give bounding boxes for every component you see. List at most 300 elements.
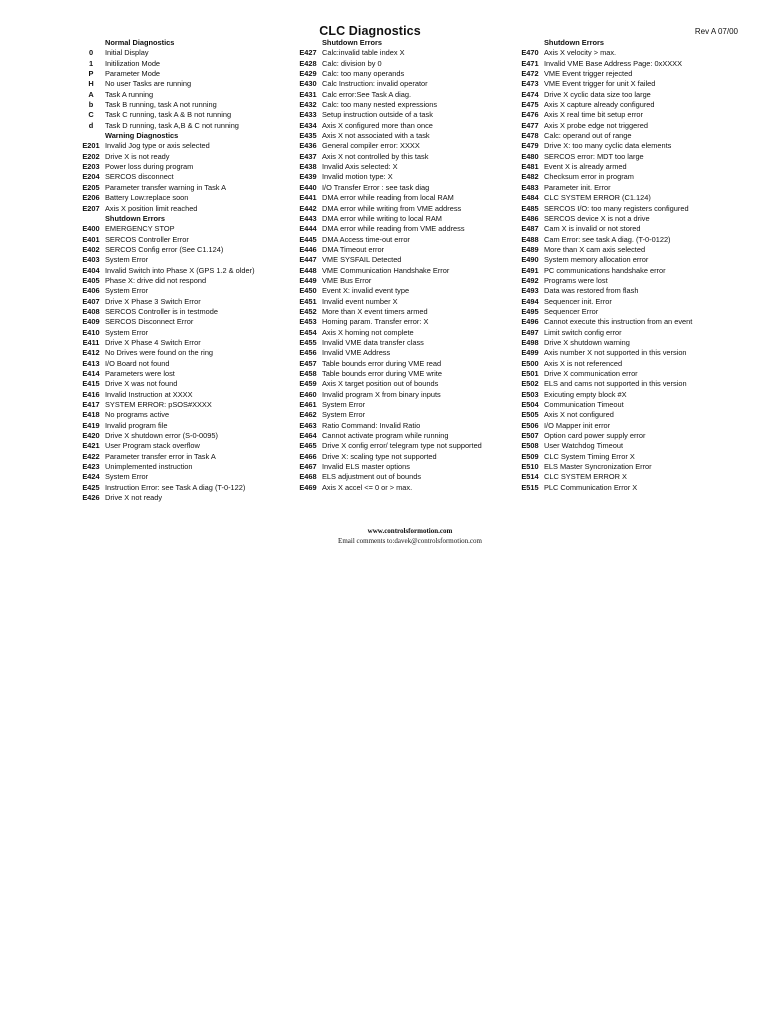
diagnostic-code: E418 (82, 410, 100, 420)
diagnostic-description: Communication Timeout (544, 400, 624, 410)
diagnostic-row (294, 110, 529, 120)
website-link[interactable]: www.controlsformotion.com (367, 527, 453, 535)
diagnostic-description: Task A running (105, 89, 154, 99)
diagnostic-code: E448 (299, 265, 317, 275)
diagnostic-description: VME Event trigger rejected (544, 69, 633, 79)
diagnostic-row (294, 431, 529, 441)
diagnostic-row (77, 162, 312, 172)
diagnostic-row (516, 286, 751, 296)
diagnostic-row (77, 359, 312, 369)
diagnostic-description: Axis X not associated with a task (322, 131, 430, 141)
diagnostic-description: Drive X shutdown warning (544, 337, 630, 347)
diagnostic-code: C (88, 110, 94, 120)
diagnostic-row (77, 59, 312, 69)
diagnostic-description: VME Bus Error (322, 275, 372, 285)
diagnostic-code: E203 (82, 162, 100, 172)
diagnostic-code: E491 (521, 265, 539, 275)
diagnostic-row (77, 183, 312, 193)
diagnostic-row (294, 348, 529, 358)
diagnostic-description: No Drives were found on the ring (105, 348, 214, 358)
diagnostic-row (294, 183, 529, 193)
diagnostic-row (516, 235, 751, 245)
diagnostic-code: E201 (82, 141, 100, 151)
diagnostic-code: E426 (82, 493, 100, 503)
diagnostic-row (294, 266, 529, 276)
diagnostic-row (294, 172, 529, 182)
diagnostic-row (294, 141, 529, 151)
diagnostic-description: System Error (322, 400, 366, 410)
diagnostic-code: E476 (521, 110, 539, 120)
diagnostic-code: E464 (299, 431, 317, 441)
section-heading: Normal Diagnostics (105, 38, 175, 47)
diagnostic-code: E474 (521, 89, 539, 99)
diagnostic-code: E424 (82, 472, 100, 482)
diagnostic-row (294, 328, 529, 338)
diagnostic-code: E484 (521, 193, 539, 203)
diagnostic-row (77, 245, 312, 255)
diagnostic-description: Invalid ELS master options (322, 462, 410, 472)
diagnostic-description: DMA error while reading from VME address (322, 224, 465, 234)
diagnostic-row (294, 235, 529, 245)
diagnostic-row (516, 441, 751, 451)
diagnostic-description: Invalid Jog type or axis selected (105, 141, 210, 151)
diagnostic-code: E485 (521, 203, 539, 213)
diagnostic-row (294, 421, 529, 431)
diagnostic-row (294, 152, 529, 162)
diagnostic-description: Axis X accel <= 0 or > max. (322, 482, 413, 492)
diagnostic-row (77, 224, 312, 234)
diagnostic-description: Calc: too many nested expressions (322, 100, 438, 110)
diagnostic-code: E415 (82, 379, 100, 389)
diagnostic-code: E452 (299, 306, 317, 316)
diagnostic-code: E439 (299, 172, 317, 182)
diagnostic-row (77, 348, 312, 358)
diagnostic-description: Axis X velocity > max. (544, 48, 617, 58)
diagnostic-description: Calc error:See Task A diag. (322, 89, 412, 99)
diagnostic-code: E496 (521, 317, 539, 327)
diagnostic-code: E501 (521, 369, 539, 378)
diagnostic-row (516, 172, 751, 182)
diagnostic-description: CLC SYSTEM ERROR X (544, 472, 627, 482)
diagnostic-row (77, 410, 312, 420)
diagnostic-description: Drive X cyclic data size too large (544, 89, 651, 99)
diagnostic-description: I/O Transfer Error : see task diag (322, 182, 430, 192)
diagnostic-code: E493 (521, 286, 539, 296)
diagnostic-code: E456 (299, 348, 317, 358)
diagnostic-description: System Error (105, 255, 149, 265)
diagnostic-code: E431 (299, 89, 317, 99)
diagnostic-code: E414 (82, 369, 100, 378)
diagnostic-row (294, 121, 529, 131)
diagnostic-code: P (88, 69, 94, 79)
diagnostic-row (516, 379, 751, 389)
diagnostic-row (294, 338, 529, 348)
diagnostic-description: VME SYSFAIL Detected (322, 255, 402, 265)
diagnostic-row (294, 483, 529, 493)
diagnostic-description: Battery Low:replace soon (105, 193, 189, 203)
diagnostic-row (516, 100, 751, 110)
diagnostic-code: E442 (299, 203, 317, 213)
diagnostic-code: E405 (82, 275, 100, 285)
diagnostic-row (77, 379, 312, 389)
diagnostic-code: E202 (82, 151, 100, 161)
diagnostic-code: E490 (521, 255, 539, 265)
diagnostic-description: Setup instruction outside of a task (322, 110, 433, 120)
diagnostic-row (77, 462, 312, 472)
diagnostic-code: E207 (82, 203, 100, 213)
diagnostic-description: Instruction Error: see Task A diag (T-0-122) (105, 482, 246, 492)
diagnostic-code: E401 (82, 234, 100, 244)
diagnostic-code: E481 (521, 162, 539, 172)
diagnostic-description: More than X cam axis selected (544, 244, 646, 254)
diagnostic-code: E446 (299, 244, 317, 254)
diagnostic-code: E450 (299, 286, 317, 296)
diagnostic-code: E468 (299, 472, 317, 482)
diagnostic-row (294, 69, 529, 79)
diagnostic-description: SERCOS disconnect (105, 172, 174, 182)
diagnostic-description: More than X event timers armed (322, 306, 428, 316)
diagnostic-description: Invalid VME Address (322, 348, 391, 358)
diagnostic-row (294, 400, 529, 410)
diagnostic-description: Axis X homing not complete (322, 327, 414, 337)
diagnostic-row (294, 390, 529, 400)
diagnostic-row (77, 369, 312, 379)
diagnostic-description: General compiler error: XXXX (322, 141, 420, 151)
diagnostic-row (77, 452, 312, 462)
diagnostic-description: Table bounds error during VME read (322, 358, 442, 368)
diagnostic-description: Axis X position limit reached (105, 203, 198, 213)
diagnostic-description: PC communications handshake error (544, 265, 666, 275)
diagnostic-description: DMA error while writing to local RAM (322, 213, 442, 223)
diagnostic-description: Invalid Axis selected: X (322, 162, 398, 172)
diagnostic-description: Axis X real time bit setup error (544, 110, 643, 120)
diagnostic-code: E449 (299, 275, 317, 285)
diagnostic-row (516, 59, 751, 69)
diagnostic-description: System memory allocation error (544, 255, 649, 265)
diagnostic-description: Table bounds error during VME write (322, 369, 442, 378)
diagnostic-row (77, 79, 312, 89)
diagnostic-description: Unimplemented instruction (105, 462, 193, 472)
diagnostic-row (516, 276, 751, 286)
diagnostic-description: Initial Display (105, 48, 149, 58)
diagnostic-description: System Error (105, 286, 149, 296)
diagnostic-code: E459 (299, 379, 317, 389)
diagnostic-row (516, 152, 751, 162)
diagnostic-code: E475 (521, 100, 539, 110)
diagnostic-code: E499 (521, 348, 539, 358)
diagnostic-description: I/O Board not found (105, 358, 170, 368)
diagnostic-row (516, 328, 751, 338)
diagnostic-row (294, 452, 529, 462)
diagnostic-row (516, 297, 751, 307)
diagnostic-row (294, 245, 529, 255)
diagnostic-row (516, 110, 751, 120)
diagnostic-description: System Error (322, 410, 366, 420)
diagnostic-code: E458 (299, 369, 317, 378)
diagnostic-description: Drive X not ready (105, 493, 163, 503)
diagnostic-code: b (88, 100, 94, 110)
diagnostic-code: E472 (521, 69, 539, 79)
diagnostic-description: DMA Timeout error (322, 244, 385, 254)
diagnostic-row (516, 224, 751, 234)
diagnostic-description: Drive X was not found (105, 379, 178, 389)
diagnostic-code: E413 (82, 358, 100, 368)
diagnostic-row (77, 141, 312, 151)
diagnostic-row (77, 110, 312, 120)
diagnostic-code: E500 (521, 358, 539, 368)
diagnostic-description: Ratio Command: Invalid Ratio (322, 420, 421, 430)
diagnostic-code: E502 (521, 379, 539, 389)
diagnostic-description: Invalid VME Base Address Page: 0xXXXX (544, 58, 683, 68)
diagnostic-row (294, 79, 529, 89)
diagnostic-row (516, 452, 751, 462)
diagnostic-row (77, 483, 312, 493)
diagnostic-row (516, 79, 751, 89)
diagnostic-row (516, 255, 751, 265)
diagnostic-row (516, 348, 751, 358)
diagnostic-row (77, 121, 312, 131)
diagnostic-code: E466 (299, 451, 317, 461)
diagnostic-code: E427 (299, 48, 317, 58)
diagnostic-description: No programs active (105, 410, 170, 420)
diagnostic-code: E473 (521, 79, 539, 89)
diagnostic-row (77, 297, 312, 307)
email-comments: Email comments to:davek@controlsformotion.com (338, 537, 482, 545)
diagnostic-code: E409 (82, 317, 100, 327)
diagnostic-code: E486 (521, 213, 539, 223)
diagnostic-code: E432 (299, 100, 317, 110)
diagnostic-code: E462 (299, 410, 317, 420)
diagnostic-description: No user Tasks are running (105, 79, 192, 89)
diagnostic-row (294, 462, 529, 472)
diagnostic-row (294, 214, 529, 224)
diagnostic-description: User Watchdog Timeout (544, 441, 624, 451)
diagnostic-description: Drive X: too many cyclic data elements (544, 141, 672, 151)
diagnostic-code: E469 (299, 482, 317, 492)
diagnostic-description: Drive X config error/ telegram type not supported (322, 441, 482, 451)
diagnostic-description: Homing param. Transfer error: X (322, 317, 429, 327)
diagnostic-description: Invalid Switch into Phase X (GPS 1.2 & older) (105, 265, 255, 275)
diagnostic-code: E508 (521, 441, 539, 451)
diagnostic-code: E506 (521, 420, 539, 430)
diagnostic-description: System Error (105, 327, 149, 337)
diagnostic-description: Drive X Phase 3 Switch Error (105, 296, 201, 306)
diagnostic-row (516, 193, 751, 203)
diagnostic-description: DMA Access time-out error (322, 234, 410, 244)
diagnostic-row (516, 214, 751, 224)
diagnostic-description: DMA error while writing from VME address (322, 203, 462, 213)
diagnostic-row (516, 69, 751, 79)
diagnostic-description: Drive X shutdown error (S-0-0095) (105, 431, 218, 441)
diagnostic-row (77, 152, 312, 162)
diagnostic-code: E497 (521, 327, 539, 337)
diagnostic-description: ELS and cams not supported in this version (544, 379, 687, 389)
page-title: CLC Diagnostics (319, 24, 421, 38)
diagnostic-code: E404 (82, 265, 100, 275)
diagnostic-code: E498 (521, 337, 539, 347)
diagnostic-description: Calc: too many operands (322, 69, 405, 79)
diagnostic-code: E428 (299, 58, 317, 68)
diagnostic-code: E420 (82, 431, 100, 441)
diagnostic-code: E425 (82, 482, 100, 492)
diagnostic-code: E408 (82, 306, 100, 316)
diagnostic-description: Cannot execute this instruction from an event (544, 317, 693, 327)
section-heading: Shutdown Errors (544, 38, 604, 47)
diagnostic-description: Axis X target position out of bounds (322, 379, 439, 389)
diagnostic-row (516, 359, 751, 369)
diagnostic-description: Parameter transfer error in Task A (105, 451, 216, 461)
diagnostic-code: E412 (82, 348, 100, 358)
diagnostic-code: E467 (299, 462, 317, 472)
diagnostic-code: E477 (521, 120, 539, 130)
diagnostic-description: Event X: invalid event type (322, 286, 410, 296)
diagnostic-row (77, 431, 312, 441)
diagnostic-code: E470 (521, 48, 539, 58)
diagnostic-row (516, 338, 751, 348)
diagnostic-row (77, 338, 312, 348)
diagnostic-row (516, 317, 751, 327)
section-heading: Shutdown Errors (322, 38, 382, 47)
diagnostic-code: E435 (299, 131, 317, 141)
diagnostic-description: Event X is already armed (544, 162, 627, 172)
diagnostic-row (294, 369, 529, 379)
diagnostic-code: E455 (299, 337, 317, 347)
diagnostic-code: E436 (299, 141, 317, 151)
section-heading: Shutdown Errors (105, 213, 165, 223)
diagnostic-row (294, 162, 529, 172)
diagnostic-description: Invalid motion type: X (322, 172, 393, 182)
diagnostic-code: E451 (299, 296, 317, 306)
diagnostic-row (294, 317, 529, 327)
diagnostic-description: Axis X is not referenced (544, 358, 623, 368)
diagnostic-code: E445 (299, 234, 317, 244)
diagnostic-code: E478 (521, 131, 539, 141)
diagnostic-description: Cam X is invalid or not stored (544, 224, 641, 234)
diagnostic-code: E505 (521, 410, 539, 420)
diagnostic-code: E407 (82, 296, 100, 306)
diagnostic-row (516, 462, 751, 472)
diagnostic-row (77, 493, 312, 503)
section-heading: Warning Diagnostics (105, 131, 179, 141)
diagnostic-row (294, 276, 529, 286)
diagnostic-code: d (88, 120, 94, 130)
diagnostic-code: E454 (299, 327, 317, 337)
diagnostic-code: E492 (521, 275, 539, 285)
diagnostic-description: Drive X Phase 4 Switch Error (105, 337, 201, 347)
diagnostic-description: User Program stack overflow (105, 441, 200, 451)
diagnostic-row (294, 255, 529, 265)
diagnostics-column-2 (294, 38, 529, 493)
diagnostic-code: E483 (521, 182, 539, 192)
diagnostic-code: E488 (521, 234, 539, 244)
diagnostic-row (516, 245, 751, 255)
diagnostic-code: E419 (82, 420, 100, 430)
diagnostic-description: Phase X: drive did not respond (105, 275, 207, 285)
diagnostic-code: E504 (521, 400, 539, 410)
diagnostic-code: E429 (299, 69, 317, 79)
diagnostic-row (294, 224, 529, 234)
diagnostic-row (516, 48, 751, 58)
diagnostic-description: I/O Mapper init error (544, 420, 611, 430)
diagnostic-row (77, 400, 312, 410)
diagnostic-code: E480 (521, 151, 539, 161)
diagnostic-row (77, 472, 312, 482)
diagnostic-description: Axis number X not supported in this version (544, 348, 687, 358)
diagnostic-code: E433 (299, 110, 317, 120)
diagnostic-row (516, 141, 751, 151)
diagnostic-code: E507 (521, 431, 539, 441)
diagnostic-description: EMERGENCY STOP (105, 224, 175, 234)
diagnostic-row (516, 90, 751, 100)
diagnostic-description: SERCOS error: MDT too large (544, 151, 644, 161)
diagnostic-code: E204 (82, 172, 100, 182)
diagnostic-row (294, 90, 529, 100)
diagnostic-description: Drive X communication error (544, 369, 638, 378)
diagnostic-row (77, 421, 312, 431)
diagnostic-code: E494 (521, 296, 539, 306)
diagnostic-description: Parameters were lost (105, 369, 175, 378)
diagnostic-description: Exicuting empty block #X (544, 389, 627, 399)
diagnostic-row (516, 421, 751, 431)
diagnostic-row (77, 328, 312, 338)
diagnostic-row (77, 255, 312, 265)
diagnostic-code: E434 (299, 120, 317, 130)
diagnostic-code: E206 (82, 193, 100, 203)
diagnostic-description: Initilization Mode (105, 58, 161, 68)
diagnostic-description: SYSTEM ERROR: pSOS#XXXX (105, 400, 212, 410)
diagnostic-code: E509 (521, 451, 539, 461)
diagnostic-row (294, 100, 529, 110)
diagnostic-row (77, 204, 312, 214)
diagnostic-description: System Error (105, 472, 149, 482)
diagnostic-row (294, 297, 529, 307)
diagnostic-description: Cannot activate program while running (322, 431, 449, 441)
diagnostic-description: Task B running, task A not running (105, 100, 217, 110)
diagnostic-description: Cam Error: see task A diag. (T-0-0122) (544, 234, 671, 244)
diagnostic-description: VME Event trigger for unit X failed (544, 79, 656, 89)
diagnostic-row (516, 390, 751, 400)
diagnostic-code: E416 (82, 389, 100, 399)
diagnostic-code: E422 (82, 451, 100, 461)
diagnostic-code: E430 (299, 79, 317, 89)
diagnostic-code: E443 (299, 213, 317, 223)
diagnostic-description: Drive X is not ready (105, 151, 170, 161)
diagnostic-description: Axis X probe edge not triggered (544, 120, 648, 130)
diagnostic-description: Parameter transfer warning in Task A (105, 182, 227, 192)
diagnostic-row (77, 390, 312, 400)
diagnostic-row (77, 193, 312, 203)
diagnostic-description: Task D running, task A,B & C not running (105, 120, 239, 130)
diagnostic-description: Axis X configured more than once (322, 120, 433, 130)
diagnostic-description: CLC SYSTEM ERROR (C1.124) (544, 193, 651, 203)
diagnostic-code: E515 (521, 482, 539, 492)
diagnostic-description: Axis X not configured (544, 410, 614, 420)
diagnostic-code: E441 (299, 193, 317, 203)
diagnostic-description: Sequencer init. Error (544, 296, 612, 306)
diagnostic-row (516, 307, 751, 317)
diagnostic-code: E440 (299, 182, 317, 192)
diagnostic-description: SERCOS Controller Error (105, 234, 189, 244)
diagnostic-row (77, 317, 312, 327)
diagnostic-code: E400 (82, 224, 100, 234)
diagnostic-row (516, 431, 751, 441)
diagnostic-description: PLC Communication Error X (544, 482, 638, 492)
diagnostic-description: Calc Instruction: invalid operator (322, 79, 428, 89)
diagnostic-code: E514 (521, 472, 539, 482)
diagnostic-description: Parameter Mode (105, 69, 161, 79)
diagnostic-code: 1 (88, 58, 94, 68)
diagnostic-code: E471 (521, 58, 539, 68)
